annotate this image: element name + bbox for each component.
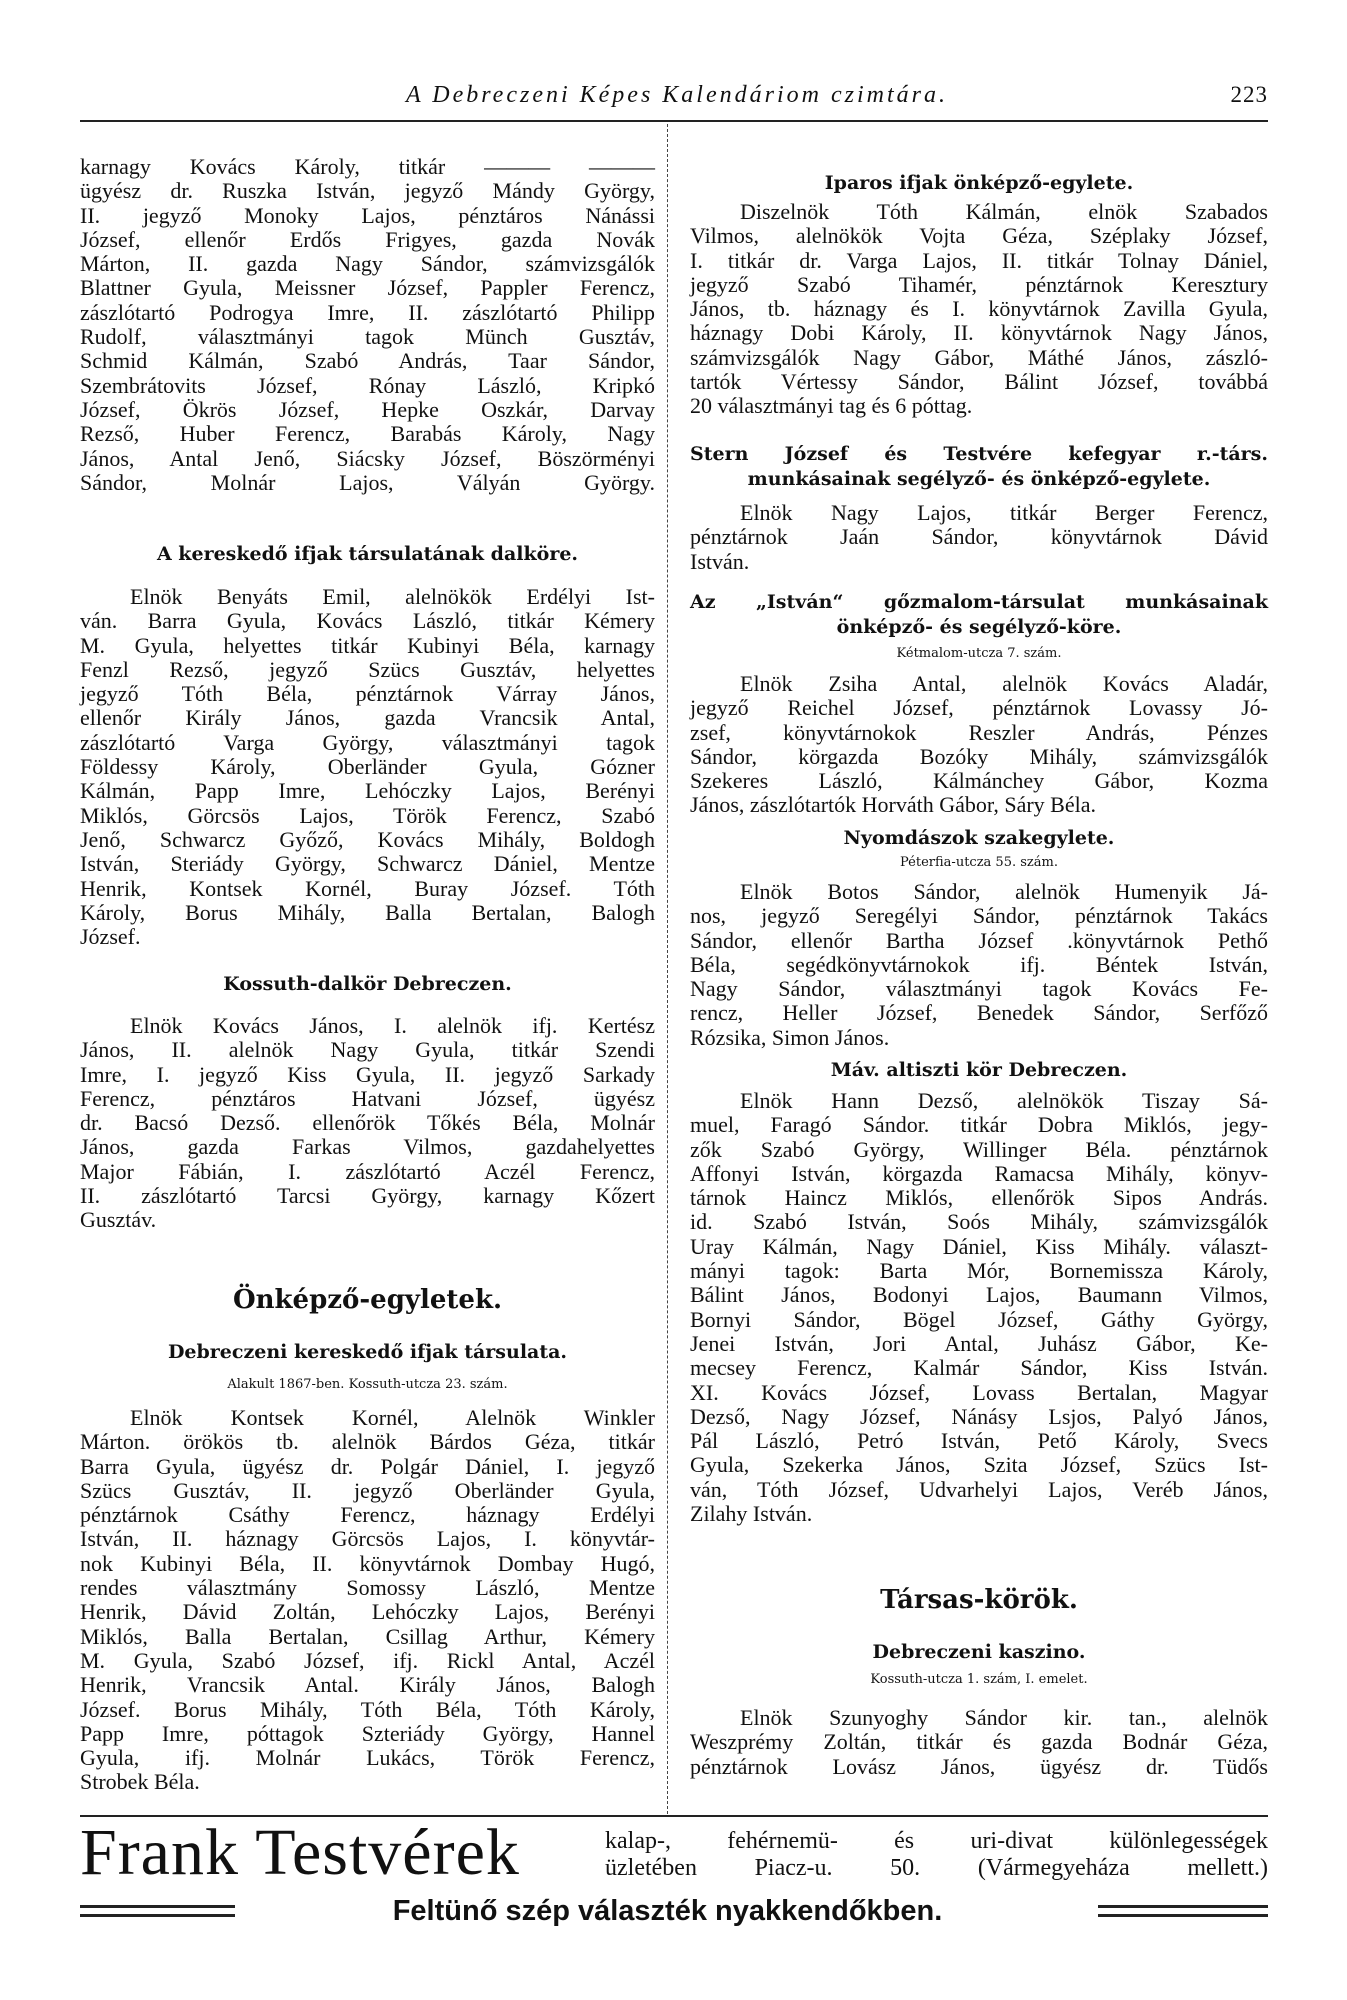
ad-tagline: Feltünő szép választék nyakkendőkben. xyxy=(392,1895,943,1927)
text-line: Imre, I. jegyző Kiss Gyula, II. jegyző Sarkady xyxy=(80,1061,655,1087)
text-line: János, II. alelnök Nagy Gyula, titkár Szendi xyxy=(80,1037,655,1063)
ad-brand-name: Frank Testvérek xyxy=(80,1816,520,1889)
text-line: I. titkár dr. Varga Lajos, II. titkár Tolnay Dániel, xyxy=(690,247,1268,273)
text-line: Sándor, Molnár Lajos, Vályán György. xyxy=(80,469,655,495)
text-line: 20 választmányi tag és 6 póttag. xyxy=(690,393,973,419)
text-line: Major Fábián, I. zászlótartó Aczél Ferencz, xyxy=(80,1158,655,1184)
entry-paragraph xyxy=(690,1089,1268,1526)
text-line: József, ellenőr Erdős Frigyes, gazda Novák xyxy=(80,226,655,252)
text-line: XI. Kovács József, Lovass Bertalan, Magyar xyxy=(690,1379,1268,1405)
text-line: zászlótartó Podrogya Imre, II. zászlótartó Philipp xyxy=(80,299,655,325)
text-line: rendes választmány Somossy László, Mentze xyxy=(80,1575,655,1601)
text-line: Elnök Hann Dezső, alelnökök Tiszay Sá- xyxy=(740,1088,1268,1113)
text-line: ván, Tóth József, Udvarhelyi Lajos, Veréb János, xyxy=(690,1476,1268,1502)
text-line: A kereskedő ifjak társulatának dalköre. xyxy=(156,543,579,565)
text-line: II. jegyző Monoky Lajos, pénztáros Nánássi xyxy=(80,202,655,228)
text-line: Bornyi Sándor, Bögel József, Gáthy György, xyxy=(690,1306,1268,1332)
text-line: Zilahy István. xyxy=(690,1501,813,1527)
text-line: tárnok Haincz Miklós, ellenőrök Sipos András. xyxy=(690,1185,1268,1211)
column-divider xyxy=(667,124,668,1814)
text-line: Társas-körök. xyxy=(880,1585,1078,1615)
text-line: zők Szabó György, Willinger Béla. pénztárnok xyxy=(690,1136,1268,1162)
text-line: Jenő, Schwarcz Győző, Kovács Mihály, Boldogh xyxy=(80,826,655,852)
text-line: János, tb. háznagy és I. könyvtárnok Zavilla Gyula, xyxy=(690,296,1268,322)
entry-heading xyxy=(80,972,655,996)
text-line: Gyula, Szekerka János, Szita József, Szücs Ist- xyxy=(690,1452,1268,1478)
text-line: János, zászlótartók Horváth Gábor, Sáry Béla. xyxy=(690,792,1097,818)
text-line: József. xyxy=(80,924,141,950)
section-title xyxy=(690,1583,1268,1617)
text-line: Papp Imre, póttagok Szteriády György, Hannel xyxy=(80,1720,655,1746)
entry-paragraph xyxy=(80,585,655,949)
text-line: Elnök Kovács János, I. alelnök ifj. Kertész xyxy=(130,1013,655,1038)
text-line: Schmid Kálmán, Szabó András, Taar Sándor, xyxy=(80,348,655,374)
text-line: pénztárnok Csáthy Ferencz, háznagy Erdélyi xyxy=(80,1502,655,1528)
entry-paragraph xyxy=(690,501,1268,574)
entry-heading xyxy=(690,1640,1268,1664)
text-line: Elnök Zsiha Antal, alelnök Kovács Aladár, xyxy=(740,671,1268,696)
entry-heading xyxy=(690,590,1268,640)
text-line: M. Gyula, helyettes titkár Kubinyi Béla, karnagy xyxy=(80,632,655,658)
text-line: Jenei István, Jori Antal, Juhász Gábor, Ke- xyxy=(690,1330,1268,1356)
text-line: József, Ökrös József, Hepke Oszkár, Darvay xyxy=(80,396,655,422)
entry-address xyxy=(690,854,1268,872)
text-line: Földessy Károly, Oberländer Gyula, Gózner xyxy=(80,754,655,780)
text-line: Fenzl Rezső, jegyző Szücs Gusztáv, helyettes xyxy=(80,656,655,682)
text-line: János, Antal Jenő, Siácsky József, Böszörményi xyxy=(80,445,655,471)
entry-heading xyxy=(80,542,655,566)
text-line: Nyomdászok szakegylete. xyxy=(843,827,1115,849)
text-line: II. zászlótartó Tarcsi György, karnagy Kőzert xyxy=(80,1183,655,1209)
text-line: Pál László, Petró István, Pető Károly, Svecs xyxy=(690,1428,1268,1454)
text-line: Máv. altiszti kör Debreczen. xyxy=(830,1059,1128,1081)
text-line: István, II. háznagy Görcsös Lajos, I. könyvtár- xyxy=(80,1526,655,1552)
text-line: jegyző Reichel József, pénztárnok Lovassy Jó- xyxy=(690,695,1268,721)
text-line: Elnök Szunyoghy Sándor kir. tan., alelnök xyxy=(740,1705,1268,1730)
entry-address xyxy=(690,645,1268,663)
header-rule xyxy=(80,120,1268,122)
text-line: mecsey Ferencz, Kalmár Sándor, Kiss István. xyxy=(690,1355,1268,1381)
text-line: zászlótartó Varga György, választmányi tagok xyxy=(80,729,655,755)
text-line: mányi tagok: Barta Mór, Bornemissza Károly, xyxy=(690,1258,1268,1284)
text-line: ván. Barra Gyula, Kovács László, titkár Kémery xyxy=(80,608,655,634)
text-line: Dezső, Nagy József, Nánásy Lsjos, Palyó János, xyxy=(690,1403,1268,1429)
text-line: István. xyxy=(690,548,750,574)
text-line: karnagy Kovács Károly, titkár ——— ——— xyxy=(80,154,655,179)
entry-address xyxy=(80,1376,655,1394)
text-line: zsef, könyvtárnokok Reszler András, Pénzes xyxy=(690,719,1268,745)
text-line: Debreczeni kereskedő ifjak társulata. xyxy=(167,1341,568,1363)
text-line: Blattner Gyula, Meissner József, Pappler Ferencz, xyxy=(80,275,655,301)
text-line: jegyző Tóth Béla, pénztárnok Várray János, xyxy=(80,681,655,707)
text-line: önképző- és segélyző-köre. xyxy=(836,616,1122,638)
text-line: Gyula, ifj. Molnár Lukács, Török Ferencz, xyxy=(80,1745,655,1771)
text-line: Márton, II. gazda Nagy Sándor, számvizsgálók xyxy=(80,251,655,277)
text-line: Diszelnök Tóth Kálmán, elnök Szabados xyxy=(740,199,1268,224)
text-line: Szekeres László, Kálmánchey Gábor, Kozma xyxy=(690,768,1268,794)
text-line: Henrik, Dávid Zoltán, Lehóczky Lajos, Berényi xyxy=(80,1599,655,1625)
text-line: rencz, Heller József, Benedek Sándor, Serfőző xyxy=(690,1000,1268,1026)
text-line: Elnök Nagy Lajos, titkár Berger Ferencz, xyxy=(740,500,1268,525)
entry-paragraph xyxy=(80,1014,655,1233)
page-number: 223 xyxy=(1230,82,1268,107)
entry-heading xyxy=(690,826,1268,850)
ad-description xyxy=(605,1828,1268,1882)
text-line: József. Borus Mihály, Tóth Béla, Tóth Károly, xyxy=(80,1696,655,1722)
text-line: Önképző-egyletek. xyxy=(232,1285,503,1315)
ad-double-rule-left xyxy=(80,1905,235,1917)
section-title xyxy=(80,1283,655,1317)
text-line: Szembrátovits József, Rónay László, Kripkó xyxy=(80,372,655,398)
text-line: Elnök Kontsek Kornél, Alelnök Winkler xyxy=(130,1405,655,1430)
text-line: Gusztáv. xyxy=(80,1207,157,1233)
text-line: ellenőr Király János, gazda Vrancsik Antal, xyxy=(80,705,655,731)
text-line: Uray Kálmán, Nagy Dániel, Kiss Mihály. választ- xyxy=(690,1233,1268,1259)
text-line: dr. Bacsó Dezső. ellenőrök Tőkés Béla, Molnár xyxy=(80,1110,655,1136)
text-line: M. Gyula, Szabó József, ifj. Rickl Antal, Aczél xyxy=(80,1647,655,1673)
text-line: Affonyi István, körgazda Ramacsa Mihály, könyv- xyxy=(690,1160,1268,1186)
text-line: nok Kubinyi Béla, II. könyvtárnok Dombay Hugó, xyxy=(80,1550,655,1576)
text-line: Kétmalom-utcza 7. szám. xyxy=(896,646,1062,661)
text-line: háznagy Dobi Károly, II. könyvtárnok Nagy János, xyxy=(690,320,1268,346)
text-line: Sándor, körgazda Bozóky Mihály, számvizsgálók xyxy=(690,743,1268,769)
entry-paragraph xyxy=(80,1406,655,1795)
text-line: Béla, segédkönyvtárnokok ifj. Béntek István, xyxy=(690,951,1268,977)
text-line: Stern József és Testvére kefegyar r.-társ. xyxy=(690,443,1268,465)
entry-address xyxy=(690,1671,1268,1689)
text-line: Márton. örökös tb. alelnök Bárdos Géza, titkár xyxy=(80,1429,655,1455)
text-line: Kossuth-utcza 1. szám, I. emelet. xyxy=(870,1672,1088,1687)
text-line: Nagy Sándor, választmányi tagok Kovács Fe- xyxy=(690,976,1268,1002)
text-line: Debreczeni kaszino. xyxy=(872,1641,1086,1663)
ad-line-products: kalap-, fehérnemü- és uri-divat különlegességek xyxy=(605,1828,1268,1854)
entry-heading xyxy=(690,442,1268,492)
text-line: István, Steriády György, Schwarcz Dániel, Mentze xyxy=(80,851,655,877)
text-line: munkásainak segélyző- és önképző-egylete. xyxy=(747,468,1211,490)
text-line: Rezső, Huber Ferencz, Barabás Károly, Nagy xyxy=(80,421,655,447)
running-header-title: A Debreczeni Képes Kalendáriom czimtára. xyxy=(406,82,948,108)
text-line: Vilmos, alelnökök Vojta Géza, Széplaky József, xyxy=(690,223,1268,249)
text-line: Rózsika, Simon János. xyxy=(690,1024,890,1050)
text-line: Szücs Gusztáv, II. jegyző Oberländer Gyula, xyxy=(80,1477,655,1503)
text-line: Alakult 1867-ben. Kossuth-utcza 23. szám. xyxy=(227,1377,508,1392)
entry-heading xyxy=(80,1340,655,1364)
text-line: pénztárnok Lovász János, ügyész dr. Tüdős xyxy=(690,1753,1268,1779)
text-line: tartók Vértessy Sándor, Bálint József, továbbá xyxy=(690,369,1268,395)
text-line: Sándor, ellenőr Bartha József .könyvtárnok Pethő xyxy=(690,927,1268,953)
entry-heading xyxy=(690,1058,1268,1082)
entry-paragraph xyxy=(690,200,1268,419)
text-line: Elnök Botos Sándor, alelnök Humenyik Já- xyxy=(740,879,1268,904)
text-line: Károly, Borus Mihály, Balla Bertalan, Balogh xyxy=(80,899,655,925)
text-line: Rudolf, választmányi tagok Münch Gusztáv, xyxy=(80,324,655,350)
entry-heading xyxy=(690,171,1268,195)
text-line: Elnök Benyáts Emil, alelnökök Erdélyi Ist- xyxy=(130,584,655,609)
entry-paragraph xyxy=(690,672,1268,818)
text-line: Bálint János, Bodonyi Lajos, Baumann Vilmos, xyxy=(690,1282,1268,1308)
entry-paragraph xyxy=(80,155,655,495)
text-line: Kálmán, Papp Imre, Lehóczky Lajos, Berényi xyxy=(80,778,655,804)
text-line: pénztárnok Jaán Sándor, könyvtárnok Dávid xyxy=(690,524,1268,550)
entry-paragraph xyxy=(690,1706,1268,1779)
entry-paragraph xyxy=(690,880,1268,1050)
ad-double-rule-right xyxy=(1098,1905,1268,1917)
text-line: muel, Faragó Sándor. titkár Dobra Miklós, jegy- xyxy=(690,1112,1268,1138)
text-line: Weszprémy Zoltán, titkár és gazda Bodnár Géza, xyxy=(690,1729,1268,1755)
text-line: id. Szabó István, Soós Mihály, számvizsgálók xyxy=(690,1209,1268,1235)
text-line: Péterfia-utcza 55. szám. xyxy=(900,855,1058,870)
text-line: Kossuth-dalkör Debreczen. xyxy=(223,973,512,995)
text-line: nos, jegyző Seregélyi Sándor, pénztárnok Takács xyxy=(690,903,1268,929)
text-line: Miklós, Görcsös Lajos, Török Ferencz, Szabó xyxy=(80,802,655,828)
text-line: Strobek Béla. xyxy=(80,1769,200,1795)
text-line: Henrik, Kontsek Kornél, Buray József. Tóth xyxy=(80,875,655,901)
ad-line-address: üzletében Piacz-u. 50. (Vármegyeháza mellett.) xyxy=(605,1855,1268,1881)
text-line: Iparos ifjak önképző-egylete. xyxy=(824,172,1134,194)
text-line: számvizsgálók Nagy Gábor, Máthé János, zászló- xyxy=(690,344,1268,370)
text-line: János, gazda Farkas Vilmos, gazdahelyettes xyxy=(80,1134,655,1160)
text-line: Miklós, Balla Bertalan, Csillag Arthur, Kémery xyxy=(80,1623,655,1649)
text-line: Henrik, Vrancsik Antal. Király János, Balogh xyxy=(80,1672,655,1698)
text-line: Barra Gyula, ügyész dr. Polgár Dániel, I. jegyző xyxy=(80,1453,655,1479)
text-line: Ferencz, pénztáros Hatvani József, ügyész xyxy=(80,1085,655,1111)
text-line: jegyző Szabó Tihamér, pénztárnok Keresztury xyxy=(690,271,1268,297)
text-line: ügyész dr. Ruszka István, jegyző Mándy György, xyxy=(80,178,655,204)
text-line: Az „István“ gőzmalom-társulat munkásainak xyxy=(690,591,1268,613)
